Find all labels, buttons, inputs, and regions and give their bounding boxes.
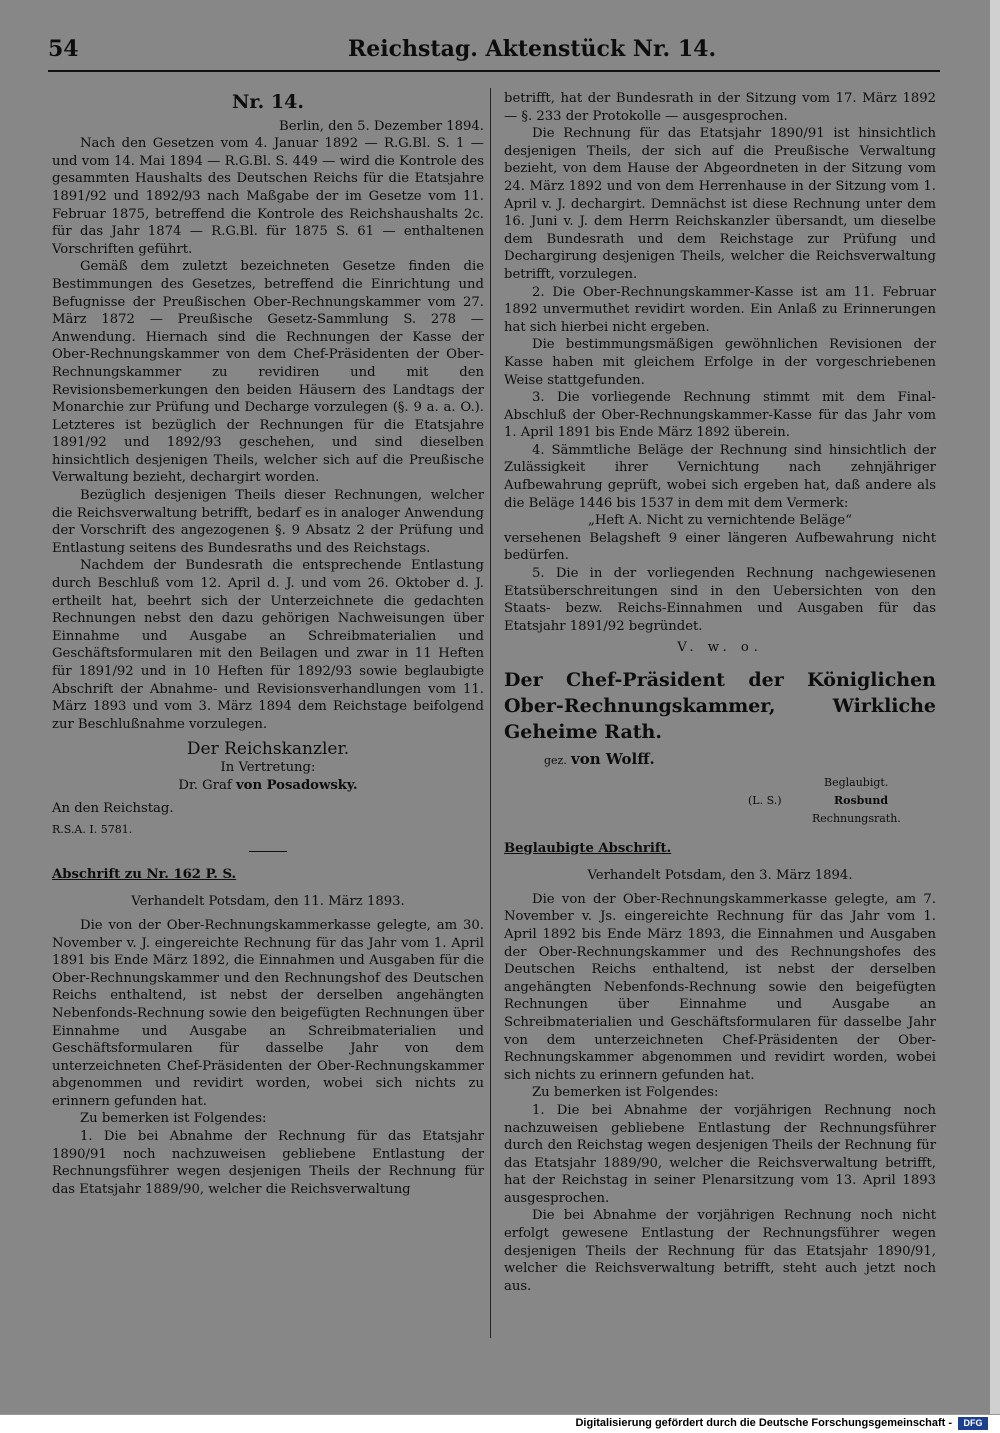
- place-date: Verhandelt Potsdam, den 11. März 1893.: [131, 894, 405, 910]
- signature-title: Der Reichskanzler.: [186, 739, 350, 760]
- paragraph: 1. Die bei Abnahme der Rechnung für das Etatsjahr 1890/91 noch nachzuweisen gebliebene Entlastung der Rechnungsführer wegen desjenigen Theils der Rechnung für das Etatsjahr 1889/90, welcher die Reichsverwaltung: [52, 1129, 484, 1197]
- right-column: [504, 90, 936, 1295]
- paragraph: Zu bemerken ist Folgendes:: [532, 1085, 719, 1101]
- page-number: 54: [48, 36, 79, 62]
- paragraph: Nachdem der Bundesrath die entsprechende Entlastung durch Beschluß vom 12. April d. J. und vom 26. Oktober d. J. ertheilt hat, beehrt sich der Unterzeichnete die gedachten Rechnungen nebst den dazu gehörigen Nachweisungen über Einnahme und Ausgabe an Schreibmaterialien und Geschäftsformularen mit den Beilagen und zwar in 11 Heften für 1891/92 und in 10 Heften für 1892/93 sowie beglaubigte Abschrift der Abnahme- und Revisionsverhandlungen vom 11. März 1893 und vom 3. März 1894 dem Reichstage beifolgend zur Beschlußnahme vorzulegen.: [52, 558, 484, 732]
- signature-prefix: Dr. Graf: [178, 777, 232, 793]
- vwo-note: V. w. o.: [677, 640, 763, 656]
- signed-prefix: gez.: [544, 754, 567, 767]
- footer-credit: Digitalisierung gefördert durch die Deutsche Forschungsgemeinschaft -: [575, 1417, 952, 1429]
- paragraph: betrifft, hat der Bundesrath in der Sitzung vom 17. März 1892 — §. 233 der Protokolle — ausgesprochen.: [504, 91, 936, 124]
- section-heading: Beglaubigte Abschrift.: [504, 840, 672, 856]
- paragraph: versehenen Belagsheft 9 einer längeren Aufbewahrung nicht bedürfen.: [504, 530, 936, 564]
- page-edge: [990, 0, 1000, 1414]
- paragraph: Die Rechnung für das Etatsjahr 1890/91 ist hinsichtlich desjenigen Theils, der sich auf die Preußische Verwaltung bezieht, von dem Hause der Abgeordneten in der Sitzung vom 24. März 1892 und von dem Herrenhause in der Sitzung vom 1. April v. J. dechargirt. Demnächst ist diese Rechnung unter dem 16. Juni v. J. dem Herrn Reichskanzler übersandt, um dieselbe dem Bundesrath und dem Reichstage zur Prüfung und Dechargirung desjenigen Theils, welcher die Reichsverwaltung betrifft, vorzulegen.: [504, 126, 936, 282]
- letter-date: Berlin, den 5. Dezember 1894.: [279, 118, 484, 134]
- paragraph: Bezüglich desjenigen Theils dieser Rechnungen, welcher die Reichsverwaltung betrifft, bedarf es in analoger Anwendung der Vorschrift des angezogenen §. 9 Absatz 2 der Prüfung und Entlastung seitens des Bundesraths und des Reichstags.: [52, 488, 484, 556]
- left-column: [52, 90, 484, 1198]
- paragraph: 3. Die vorliegende Rechnung stimmt mit dem Final-Abschluß der Ober-Rechnungskammer-Kasse für das Jahr vom 1. April 1891 bis Ende März 1892 überein.: [504, 390, 936, 441]
- signed-name: von Wolff.: [571, 750, 655, 768]
- signed-line: [504, 751, 936, 770]
- certification-block: [504, 774, 936, 832]
- chief-title: Der Chef-Präsident der Königlichen Ober-Rechnungskammer, Wirkliche Geheime Rath.: [504, 669, 936, 743]
- signature-deputy: In Vertretung:: [220, 759, 316, 775]
- reference-number: R.S.A. I. 5781.: [52, 822, 133, 836]
- certifier-name: Rosbund: [834, 793, 889, 807]
- paragraph: Die von der Ober-Rechnungskammerkasse gelegte, am 7. November v. Js. eingereichte Rechnung für das Jahr vom 1. April 1892 bis Ende März 1893, die Einnahmen und Ausgaben der Ober-Rechnungskammer und des Rechnungshofes des Deutschen Reichs enthaltend, ist nebst der derselben angehängten Nebenfonds-Rechnung sowie den beigefügten Rechnungen über Einnahme und Ausgabe an Schreibmaterialien und Geschäftsformularen für dasselbe Jahr von dem unterzeichneten Chef-Präsidenten der Ober-Rechnungskammer abgenommen und revidirt worden, wobei sich nichts zu erinnern gefunden hat.: [504, 891, 936, 1083]
- paragraph: 4. Sämmtliche Beläge der Rechnung sind hinsichtlich der Zulässigkeit ihrer Vernichtung nach zehnjähriger Aufbewahrung geprüft, wobei sich ergeben hat, daß andere als die Beläge 1446 bis 1537 in dem mit dem Vermerk:: [504, 442, 936, 511]
- page-header: [48, 36, 928, 66]
- column-divider: [490, 88, 491, 1338]
- paragraph: Die von der Ober-Rechnungskammerkasse gelegte, am 30. November v. J. eingereichte Rechnung für das Jahr vom 1. April 1891 bis Ende März 1892, die Einnahmen und Ausgaben für die Ober-Rechnungskammer und den Rechnungshof des Deutschen Reichs enthaltend, ist nebst der derselben angehängten Nebenfonds-Rechnung sowie den beigefügten Rechnungen über Einnahme und Ausgabe an Schreibmaterialien und Geschäftsformularen für dasselbe Jahr von dem unterzeichneten Chef-Präsidenten der Ober-Rechnungskammer abgenommen und revidirt worden, wobei sich nichts zu erinnern gefunden hat.: [52, 917, 484, 1109]
- signature-line: [52, 777, 484, 795]
- header-rule: [48, 70, 940, 72]
- paragraph: Gemäß dem zuletzt bezeichneten Gesetze finden die Bestimmungen des Gesetzes, betreffend die Einrichtung und Befugnisse der Preußischen Ober-Rechnungskammer vom 27. März 1872 — Preußische Gesetz-Sammlung S. 278 — Anwendung. Hiernach sind die Rechnungen der Kasse der Ober-Rechnungskammer von dem Chef-Präsidenten der Ober-Rechnungskammer zu revidiren und mit den Revisionsbemerkungen den beiden Häusern des Landtags der Monarchie zur Prüfung und Decharge vorzulegen (§. 9 a. a. O.). Letzteres ist bezüglich der Rechnungen für die Etatsjahre 1891/92 und 1892/93 geschehen, und sind dieselben hinsichtlich desjenigen Theils, welcher sich auf die Preußische Verwaltung bezieht, dechargirt worden.: [52, 259, 484, 486]
- paragraph: 2. Die Ober-Rechnungskammer-Kasse ist am 11. Februar 1892 unvermuthet revidirt worden. Ein Anlaß zu Erinnerungen hat sich hierbei nicht ergeben.: [504, 284, 936, 335]
- signature-name: von Posadowsky.: [235, 777, 358, 793]
- section-heading: Abschrift zu Nr. 162 P. S.: [52, 866, 237, 882]
- document-number: Nr. 14.: [232, 91, 304, 113]
- running-head: Reichstag. Aktenstück Nr. 14.: [348, 36, 717, 62]
- paragraph: Zu bemerken ist Folgendes:: [80, 1111, 267, 1127]
- paragraph: Die bei Abnahme der vorjährigen Rechnung noch nicht erfolgt gewesene Entlastung der Rechnungsführer wegen desjenigen Theils der Rechnung für das Etatsjahr 1890/91, welcher die Reichsverwaltung betrifft, steht auch jetzt noch aus.: [504, 1208, 936, 1294]
- quoted-note: „Heft A. Nicht zu vernichtende Beläge“: [588, 513, 852, 529]
- paragraph: Nach den Gesetzen vom 4. Januar 1892 — R.G.Bl. S. 1 — und vom 14. Mai 1894 — R.G.Bl. S. 449 — wird die Kontrole des gesammten Haushalts des Deutschen Reichs für die Etatsjahre 1891/92 und 1892/93 nach Maßgabe der im Gesetze vom 11. Februar 1875, betreffend die Kontrole des Reichshaushalts 2c. für das Jahr 1874 — R.G.Bl. für 1875 S. 61 — enthaltenen Vorschriften geführt.: [52, 136, 484, 257]
- section-divider: [249, 851, 287, 852]
- place-date: Verhandelt Potsdam, den 3. März 1894.: [587, 868, 853, 884]
- paragraph: 1. Die bei Abnahme der vorjährigen Rechnung noch nachzuweisen gebliebene Entlastung der Rechnungsführer durch den Reichstag wegen desjenigen Theils der Rechnung für das Etatsjahr 1889/90, welcher die Reichsverwaltung betrifft, hat der Reichstag in seiner Plenarsitzung vom 13. April 1893 ausgesprochen.: [504, 1102, 936, 1206]
- paragraph: 5. Die in der vorliegenden Rechnung nachgewiesenen Etatsüberschreitungen sind in den Uebersichten von den Staats- bezw. Reichs-Einnahmen und Ausgaben für das Etatsjahr 1891/92 begründet.: [504, 566, 936, 634]
- dfg-logo: DFG: [958, 1417, 988, 1430]
- page-footer: [0, 1414, 1000, 1433]
- seal-mark: (L. S.): [748, 793, 782, 807]
- paragraph: Die bestimmungsmäßigen gewöhnlichen Revisionen der Kasse haben mit gleichem Erfolge in der vorgeschriebenen Weise stattgefunden.: [504, 337, 936, 388]
- certified-label: Beglaubigt.: [824, 775, 889, 789]
- certifier-title: Rechnungsrath.: [812, 811, 901, 825]
- addressee: An den Reichstag.: [52, 801, 174, 817]
